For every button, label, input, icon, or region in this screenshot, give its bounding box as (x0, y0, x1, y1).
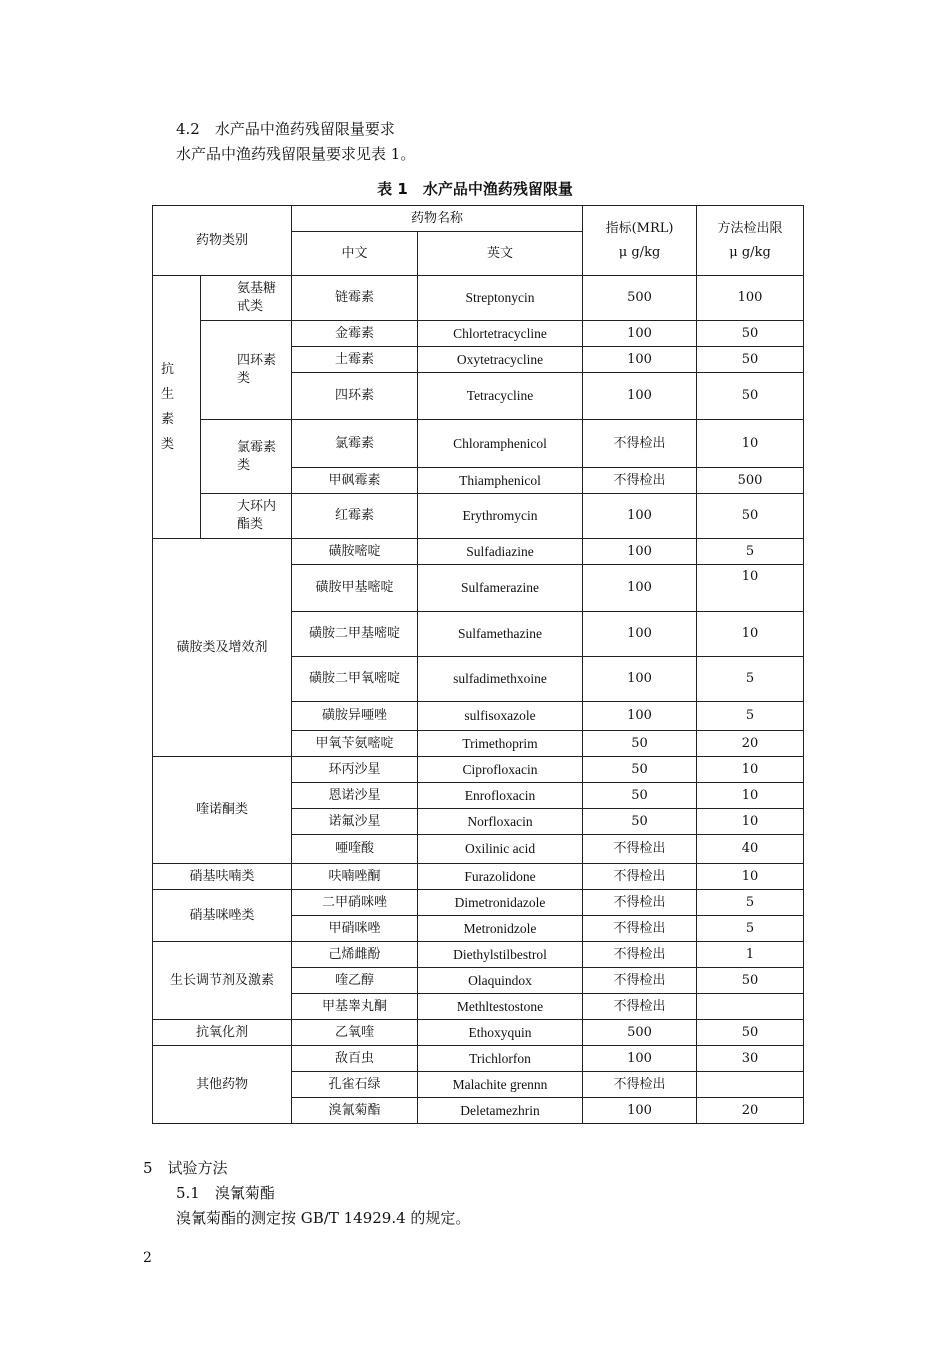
drug-en: Furazolidone (418, 864, 583, 890)
drug-cn: 乙氧喹 (292, 1020, 418, 1046)
lod-value (697, 994, 804, 1020)
lod-value: 50 (697, 373, 804, 420)
drug-cn: 敌百虫 (292, 1046, 418, 1072)
lod-value: 5 (697, 890, 804, 916)
drug-en: Enrofloxacin (418, 783, 583, 809)
mrl-value: 不得检出 (583, 420, 697, 468)
category-char: 素 (161, 412, 175, 427)
drug-cn: 喹乙醇 (292, 968, 418, 994)
drug-cn: 二甲硝咪唑 (292, 890, 418, 916)
header-name: 药物名称 (292, 206, 583, 232)
mrl-value: 100 (583, 1098, 697, 1124)
header-mrl-unit: μ g/kg (618, 244, 661, 260)
drug-en: Sulfadiazine (418, 539, 583, 565)
mrl-value: 50 (583, 783, 697, 809)
drug-en: Chloramphenicol (418, 420, 583, 468)
table-row (153, 420, 804, 468)
drug-cn: 磺胺二甲基嘧啶 (292, 612, 418, 657)
mrl-value: 100 (583, 657, 697, 702)
drug-en: sulfisoxazole (418, 702, 583, 731)
drug-en: Ethoxyquin (418, 1020, 583, 1046)
drug-en: Sulfamerazine (418, 565, 583, 612)
lod-value: 30 (697, 1046, 804, 1072)
drug-en: Dimetronidazole (418, 890, 583, 916)
header-en: 英文 (418, 232, 583, 276)
table-row (153, 864, 804, 890)
drug-en: Chlortetracycline (418, 321, 583, 347)
drug-en: Streptonycin (418, 276, 583, 321)
section-5-heading: 5 试验方法 (143, 1159, 228, 1177)
table-row (153, 890, 804, 916)
drug-cn: 氯霉素 (292, 420, 418, 468)
subcategory-cell: 氯霉素类 (201, 420, 292, 494)
drug-cn: 诺氟沙星 (292, 809, 418, 835)
lod-value: 10 (697, 864, 804, 890)
drug-en: Thiamphenicol (418, 468, 583, 494)
mrl-value: 100 (583, 539, 697, 565)
residue-limit-table (152, 205, 804, 1124)
category-cell: 抗氧化剂 (153, 1020, 292, 1046)
mrl-value: 不得检出 (583, 890, 697, 916)
mrl-value: 50 (583, 731, 697, 757)
drug-cn: 土霉素 (292, 347, 418, 373)
lod-value: 10 (697, 783, 804, 809)
lod-value: 10 (697, 757, 804, 783)
section-5-1-heading: 5.1 溴氰菊酯 (176, 1184, 275, 1202)
category-char: 生 (161, 387, 175, 402)
drug-en: Malachite grennn (418, 1072, 583, 1098)
lod-value: 5 (697, 702, 804, 731)
drug-cn: 甲基睾丸酮 (292, 994, 418, 1020)
drug-en: Norfloxacin (418, 809, 583, 835)
mrl-value: 100 (583, 347, 697, 373)
drug-cn: 唖喹酸 (292, 835, 418, 864)
mrl-value: 100 (583, 1046, 697, 1072)
lod-value: 40 (697, 835, 804, 864)
drug-en: Tetracycline (418, 373, 583, 420)
lod-value: 5 (697, 657, 804, 702)
category-cell: 其他药物 (153, 1046, 292, 1124)
drug-cn: 甲砜霉素 (292, 468, 418, 494)
drug-en: Deletamezhrin (418, 1098, 583, 1124)
drug-cn: 溴氰菊酯 (292, 1098, 418, 1124)
subcategory-cell: 氨基糖甙类 (201, 276, 292, 321)
table-row (153, 1020, 804, 1046)
lod-value: 10 (697, 565, 804, 612)
header-lod-label: 方法检出限 (717, 220, 783, 236)
lod-value: 10 (697, 809, 804, 835)
subcategory-cell: 四环素类 (201, 321, 292, 420)
lod-value: 1 (697, 942, 804, 968)
table-row (153, 494, 804, 539)
lod-value: 50 (697, 968, 804, 994)
drug-en: Erythromycin (418, 494, 583, 539)
mrl-value: 100 (583, 612, 697, 657)
drug-cn: 磺胺二甲氧嘧啶 (292, 657, 418, 702)
category-cell: 磺胺类及增效剂 (153, 539, 292, 757)
category-cell: 喹诺酮类 (153, 757, 292, 864)
lod-value: 50 (697, 321, 804, 347)
drug-cn: 磺胺嘧啶 (292, 539, 418, 565)
category-cell: 硝基咪唑类 (153, 890, 292, 942)
section-5-1-text: 溴氰菊酯的测定按 GB/T 14929.4 的规定。 (176, 1209, 471, 1227)
drug-cn: 呋喃唑酮 (292, 864, 418, 890)
drug-cn: 四环素 (292, 373, 418, 420)
lod-value: 5 (697, 916, 804, 942)
mrl-value: 500 (583, 276, 697, 321)
lod-value: 10 (697, 612, 804, 657)
drug-en: Sulfamethazine (418, 612, 583, 657)
drug-en: Metronidzole (418, 916, 583, 942)
lod-value (697, 1072, 804, 1098)
mrl-value: 100 (583, 494, 697, 539)
drug-cn: 己烯雌酚 (292, 942, 418, 968)
drug-en: sulfadimethxoine (418, 657, 583, 702)
drug-cn: 红霉素 (292, 494, 418, 539)
drug-cn: 磺胺异唖唑 (292, 702, 418, 731)
mrl-value: 不得检出 (583, 864, 697, 890)
mrl-value: 不得检出 (583, 916, 697, 942)
header-lod (697, 206, 804, 276)
drug-en: Trimethoprim (418, 731, 583, 757)
subcategory-cell: 大环内酯类 (201, 494, 292, 539)
table-row (153, 757, 804, 783)
table-row (153, 1046, 804, 1072)
table-row (153, 276, 804, 321)
table-row (153, 539, 804, 565)
mrl-value: 不得检出 (583, 468, 697, 494)
drug-cn: 环丙沙星 (292, 757, 418, 783)
category-char: 类 (161, 437, 175, 452)
table-row (153, 321, 804, 347)
mrl-value: 100 (583, 321, 697, 347)
drug-en: Ciprofloxacin (418, 757, 583, 783)
header-mrl (583, 206, 697, 276)
table-row (153, 942, 804, 968)
section-4-2-text: 水产品中渔药残留限量要求见表 1。 (176, 145, 416, 163)
lod-value: 5 (697, 539, 804, 565)
category-antibiotic (153, 276, 201, 539)
drug-en: Olaquindox (418, 968, 583, 994)
header-category: 药物类别 (153, 206, 292, 276)
drug-en: Diethylstilbestrol (418, 942, 583, 968)
section-4-2-heading: 4.2 水产品中渔药残留限量要求 (176, 120, 395, 138)
drug-cn: 金霉素 (292, 321, 418, 347)
mrl-value: 不得检出 (583, 968, 697, 994)
header-lod-unit: μ g/kg (729, 244, 771, 260)
drug-cn: 孔雀石绿 (292, 1072, 418, 1098)
lod-value: 10 (697, 420, 804, 468)
drug-en: Oxilinic acid (418, 835, 583, 864)
lod-value: 500 (697, 468, 804, 494)
page-number: 2 (143, 1250, 152, 1266)
mrl-value: 不得检出 (583, 994, 697, 1020)
lod-value: 50 (697, 347, 804, 373)
mrl-value: 100 (583, 373, 697, 420)
lod-value: 50 (697, 1020, 804, 1046)
drug-cn: 甲氧苄氨嘧啶 (292, 731, 418, 757)
drug-cn: 甲硝咪唑 (292, 916, 418, 942)
drug-cn: 链霉素 (292, 276, 418, 321)
header-cn: 中文 (292, 232, 418, 276)
drug-cn: 磺胺甲基嘧啶 (292, 565, 418, 612)
mrl-value: 50 (583, 757, 697, 783)
mrl-value: 100 (583, 702, 697, 731)
mrl-value: 不得检出 (583, 1072, 697, 1098)
mrl-value: 不得检出 (583, 835, 697, 864)
lod-value: 50 (697, 494, 804, 539)
lod-value: 100 (697, 276, 804, 321)
category-cell: 生长调节剂及激素 (153, 942, 292, 1020)
drug-en: Oxytetracycline (418, 347, 583, 373)
header-mrl-label: 指标(MRL) (605, 220, 674, 236)
mrl-value: 50 (583, 809, 697, 835)
category-cell: 硝基呋喃类 (153, 864, 292, 890)
mrl-value: 100 (583, 565, 697, 612)
drug-cn: 恩诺沙星 (292, 783, 418, 809)
drug-en: Trichlorfon (418, 1046, 583, 1072)
category-char: 抗 (161, 362, 175, 377)
mrl-value: 500 (583, 1020, 697, 1046)
table-caption: 表 1 水产品中渔药残留限量 (377, 180, 573, 198)
mrl-value: 不得检出 (583, 942, 697, 968)
lod-value: 20 (697, 1098, 804, 1124)
drug-en: Methltestostone (418, 994, 583, 1020)
lod-value: 20 (697, 731, 804, 757)
